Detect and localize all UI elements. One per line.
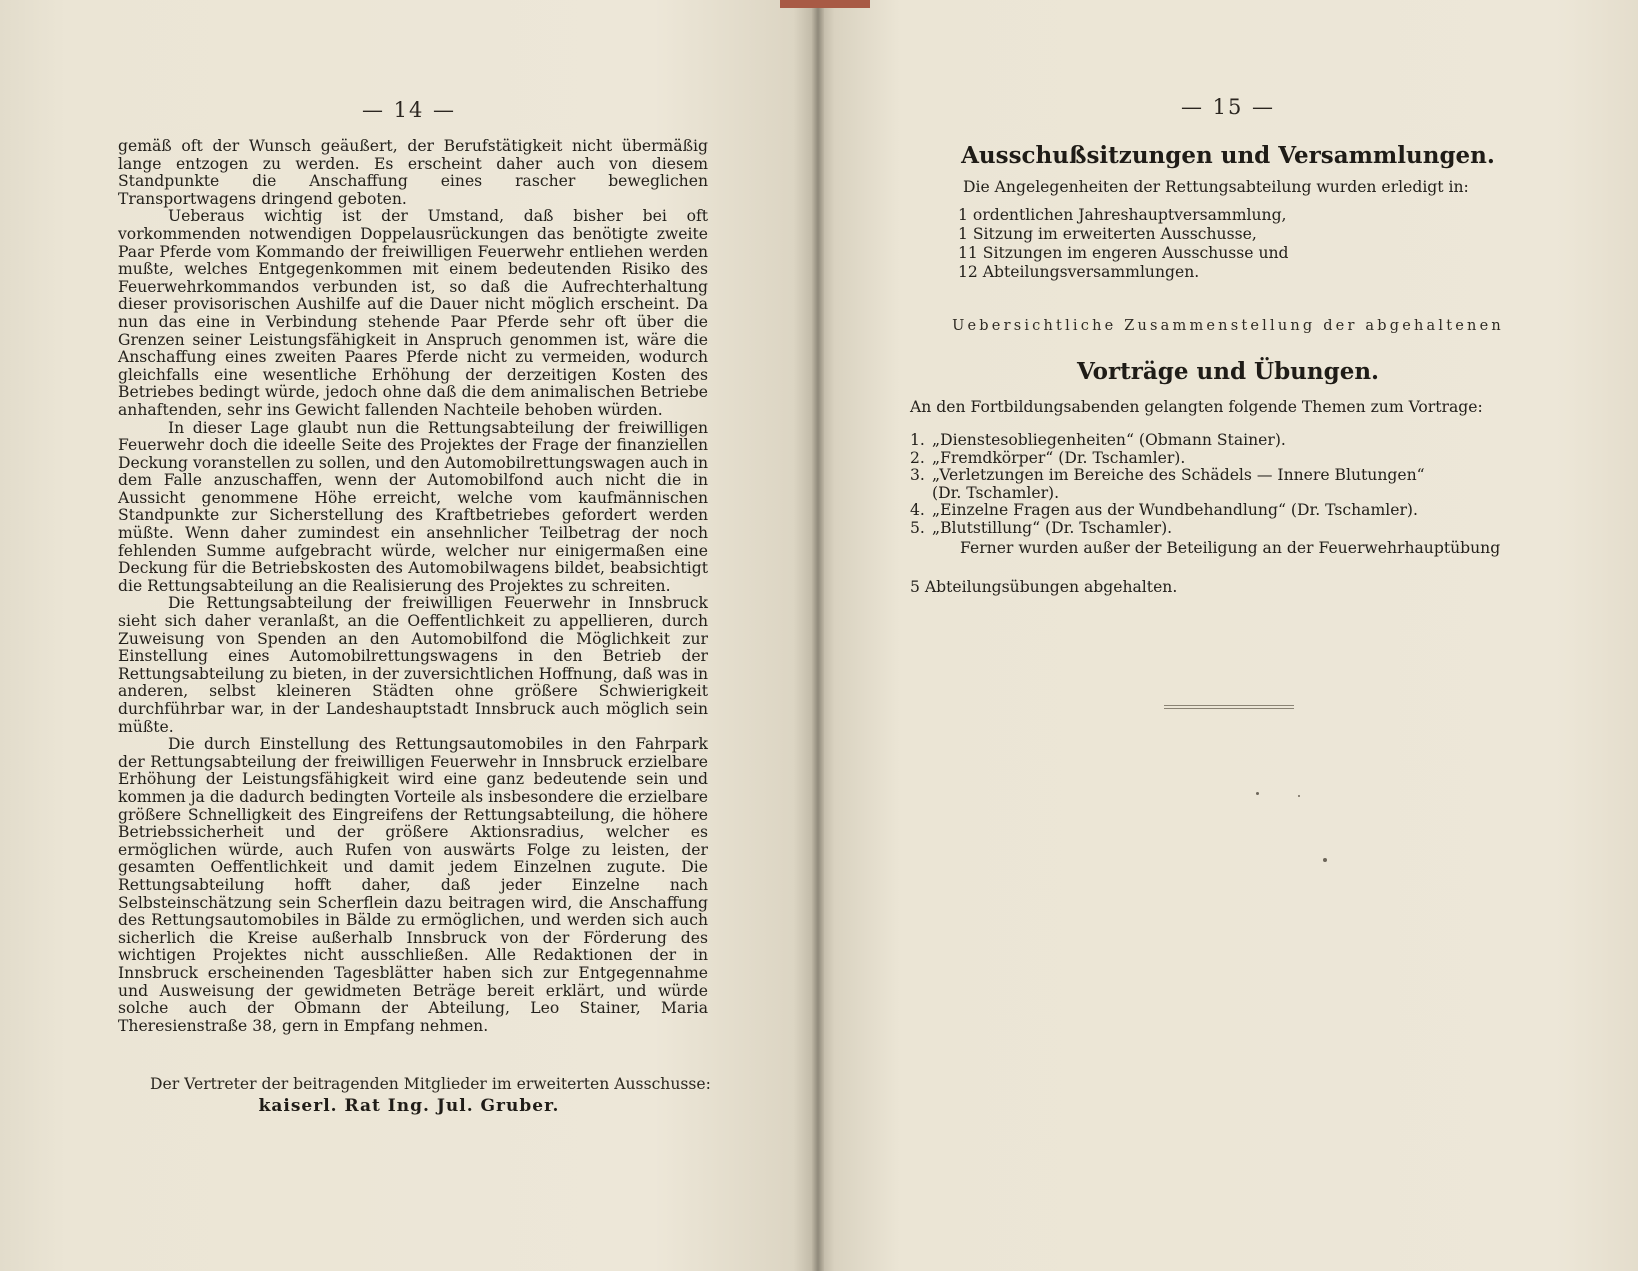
meetings-list <box>958 206 1289 282</box>
closing-paragraph: Ferner wurden außer der Beteiligung an der Feuerwehrhauptübung <box>960 539 1501 557</box>
list-item: 12 Abteilungsversammlungen. <box>958 263 1200 281</box>
topic-continuation: (Dr. Tschamler). <box>932 483 1060 502</box>
list-item <box>910 450 1530 468</box>
left-body-text <box>118 138 708 1035</box>
list-item <box>910 520 1530 538</box>
list-number: 2. <box>910 448 925 467</box>
list-item: 1 Sitzung im erweiterten Ausschusse, <box>958 225 1257 243</box>
paper-speck <box>1256 792 1259 795</box>
topic-text: „Fremdkörper“ (Dr. Tschamler). <box>932 448 1186 467</box>
topic-text: „Verletzungen im Bereiche des Schädels — Innere Blutungen“ <box>932 466 1425 485</box>
paragraph: gemäß oft der Wunsch geäußert, der Berufstätigkeit nicht übermäßig lange entzogen zu werden. Es erscheint daher auch von diesem Standpunkte die Anschaffung eines rascher beweglichen Transportwagens dringend geboten. <box>118 137 708 208</box>
section-heading-lectures: Vorträge und Übungen. <box>1076 358 1380 385</box>
topic-text: „Einzelne Fragen aus der Wundbehandlung“ (Dr. Tschamler). <box>932 501 1418 520</box>
left-page <box>0 0 818 1271</box>
binding-tab <box>780 0 870 8</box>
list-item <box>910 467 1530 502</box>
paragraph: Ueberaus wichtig ist der Umstand, daß bisher bei oft vorkommenden notwendigen Doppelausrückungen das benötigte zweite Paar Pferde vom Kommando der freiwilligen Feuerwehr entliehen werden mußte, welches Entgegenkommen mit einem bedeutenden Risiko des Feuerwehrkommandos verbunden ist, so daß die Aufrechterhaltung dieser provisorischen Aushilfe auf die Dauer nicht möglich erscheint. Da nun das eine in Verbindung stehende Paar Pferde sehr oft über die Grenzen seiner Leistungsfähigkeit in Anspruch genommen ist, wäre die Anschaffung eines zweiten Paares Pferde nicht zu vermeiden, wodurch gleichfalls eine wesentliche Erhöhung der derzeitigen Kosten des Betriebes bedingt würde, jedoch ohne daß die dem animalischen Betriebe anhaftenden, sehr ins Gewicht fallenden Nachteile behoben würden. <box>118 207 708 419</box>
book-gutter <box>812 0 824 1271</box>
overview-line: Uebersichtliche Zusammenstellung der abgehaltenen <box>952 318 1504 334</box>
list-number: 5. <box>910 518 925 537</box>
topic-text: „Dienstesobliegenheiten“ (Obmann Stainer). <box>932 431 1286 449</box>
paragraph: Die durch Einstellung des Rettungsautomobiles in den Fahrpark der Rettungsabteilung der freiwilligen Feuerwehr in Innsbruck erzielbare Erhöhung der Leistungsfähigkeit wird eine ganz bedeutende sein und kommen ja die dadurch bedingten Vorteile als insbesondere die erzielbare größere Schnelligkeit des Eingreifens der Rettungsabteilung, die höhere Betriebssicherheit und der größere Aktionsradius, welcher es ermöglichen würde, auch Rufen von auswärts Folge zu leisten, der gesamten Oeffentlichkeit und damit jedem Einzelnen zugute. Die Rettungsabteilung hofft daher, daß jeder Einzelne nach Selbsteinschätzung sein Scherflein dazu beitragen wird, die Anschaffung des Rettungsautomobiles in Bälde zu ermöglichen, und werden sich auch sicherlich die Kreise außerhalb Innsbruck von der Förderung des wichtigen Projektes nicht ausschließen. Alle Redaktionen der in Innsbruck erscheinenden Tagesblätter haben sich zur Entgegennahme und Ausweisung der gewidmeten Beträge bereit erklärt, und würde solche auch der Obmann der Abteilung, Leo Stainer, Maria Theresienstraße 38, gern in Empfang nehmen. <box>118 735 708 1035</box>
list-item <box>910 502 1530 520</box>
representative-line: Der Vertreter der beitragenden Mitglieder im erweiterten Ausschusse: <box>150 1075 711 1093</box>
paragraph: Die Rettungsabteilung der freiwilligen Feuerwehr in Innsbruck sieht sich daher veranlaßt, an die Oeffentlichkeit zu appellieren, durch Zuweisung von Spenden an den Automobilfond die Möglichkeit zur Einstellung eines Automobilrettungswagens in den Betrieb der Rettungsabteilung zu bieten, in der zuversichtlichen Hoffnung, daß was in anderen, selbst kleineren Städten ohne größere Schwierigkeit durchführbar war, in der Landeshauptstadt Innsbruck auch möglich sein müßte. <box>118 594 708 736</box>
representative-name: kaiserl. Rat Ing. Jul. Gruber. <box>258 1096 560 1116</box>
section-divider <box>1164 705 1294 709</box>
paper-speck <box>1323 858 1327 862</box>
paper-speck <box>1298 795 1300 797</box>
list-number: 3. <box>910 466 925 485</box>
topic-text: „Blutstillung“ (Dr. Tschamler). <box>932 518 1173 537</box>
section-heading-meetings: Ausschußsitzungen und Versammlungen. <box>961 142 1495 169</box>
right-page <box>818 0 1638 1271</box>
paragraph: In dieser Lage glaubt nun die Rettungsabteilung der freiwilligen Feuerwehr doch die ideelle Seite des Projektes der Frage der finanziellen Deckung voranstellen zu sollen, und den Automobilrettungswagen auch in dem Falle anzuschaffen, wenn der Automobilfond auch nicht die in Aussicht genommene Höhe erreicht, welche vom kaufmännischen Standpunkte zur Sicherstellung des Kraftbetriebes gefordert werden müßte. Wenn daher zumindest ein ansehnlicher Teilbetrag der noch fehlenden Summe aufgebracht würde, welcher nur einigermaßen eine Deckung für die Betriebskosten des Automobilwagens bildet, beabsichtigt die Rettungsabteilung an die Realisierung des Projektes zu schreiten. <box>118 418 708 595</box>
lecture-topics-list <box>910 432 1530 538</box>
list-item: 11 Sitzungen im engeren Ausschusse und <box>958 244 1289 262</box>
meetings-intro: Die Angelegenheiten der Rettungsabteilung wurden erledigt in: <box>963 178 1469 196</box>
list-item <box>910 432 1530 450</box>
closing-line: 5 Abteilungsübungen abgehalten. <box>910 578 1178 596</box>
list-number: 4. <box>910 501 925 520</box>
list-number: 1. <box>910 431 925 449</box>
page-number-left: — 14 — <box>361 98 457 122</box>
lectures-intro: An den Fortbildungsabenden gelangten folgende Themen zum Vortrage: <box>910 398 1483 416</box>
list-item: 1 ordentlichen Jahreshauptversammlung, <box>958 206 1287 224</box>
page-number-right: — 15 — <box>1180 95 1276 119</box>
